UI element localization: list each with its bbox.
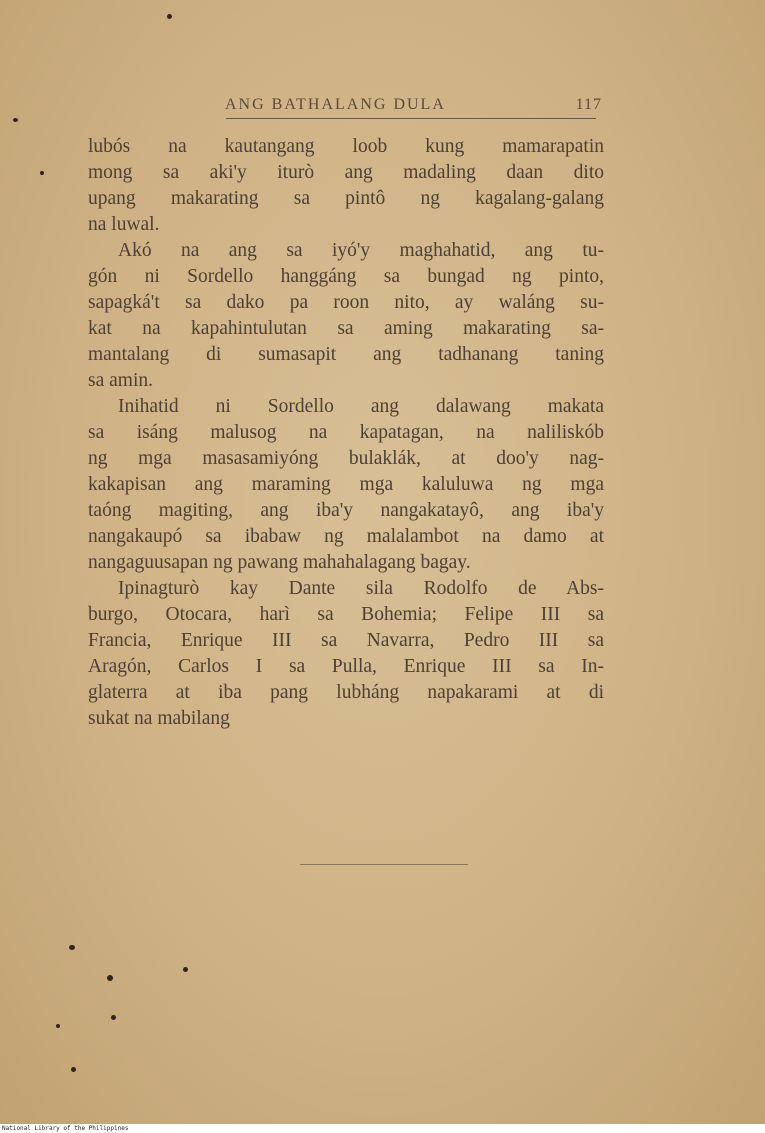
text-line: Akó na ang sa iyó'y maghahatid, ang tu- <box>118 240 604 261</box>
text-line: Aragón, Carlos I sa Pulla, Enrique III sa In- <box>88 656 604 677</box>
text-line: glaterra at iba pang lubháng napakarami at di <box>88 682 604 703</box>
ink-speck <box>13 118 18 122</box>
ink-speck <box>111 1015 116 1020</box>
library-credit: National Library of the Philippines <box>2 1125 129 1132</box>
closing-rule <box>300 864 468 865</box>
text-line: kat na kapahintulutan sa aming makarating sa- <box>88 318 604 339</box>
header-rule <box>226 118 596 119</box>
text-line: mantalang di sumasapit ang tadhanang taning <box>88 344 604 365</box>
text-line: sukat na mabilang <box>88 708 230 729</box>
text-line: taóng magiting, ang iba'y nangakatayô, ang iba'y <box>88 500 604 521</box>
text-line: mong sa aki'y iturò ang madaling daan dito <box>88 162 604 183</box>
body-text <box>88 134 604 732</box>
text-line: Francia, Enrique III sa Navarra, Pedro III sa <box>88 630 604 651</box>
ink-speck <box>183 967 188 972</box>
text-line: na luwal. <box>88 214 160 235</box>
footer-band <box>0 1124 765 1133</box>
text-line: upang makarating sa pintô ng kagalang-galang <box>88 188 604 209</box>
page-number: 117 <box>575 96 602 113</box>
page-header <box>88 94 602 122</box>
text-line: Ipinagturò kay Dante sila Rodolfo de Abs- <box>118 578 604 599</box>
text-line: nangakaupó sa ibabaw ng malalambot na damo at <box>88 526 604 547</box>
text-line: gón ni Sordello hanggáng sa bungad ng pinto, <box>88 266 604 287</box>
ink-speck <box>71 1067 76 1072</box>
text-line: sa amin. <box>88 370 153 391</box>
running-title: ANG BATHALANG DULA <box>225 96 446 113</box>
text-line: kakapisan ang maraming mga kaluluwa ng mga <box>88 474 604 495</box>
ink-speck <box>107 975 113 981</box>
text-line: sapagká't sa dako pa roon nito, ay waláng su- <box>88 292 604 313</box>
text-line: lubós na kautangang loob kung mamarapatin <box>88 136 604 157</box>
text-line: Inihatid ni Sordello ang dalawang makata <box>118 396 604 417</box>
ink-speck <box>40 171 44 175</box>
text-line: burgo, Otocara, harì sa Bohemia; Felipe III sa <box>88 604 604 625</box>
ink-speck <box>56 1024 60 1028</box>
text-line: nangaguusapan ng pawang mahahalagang bagay. <box>88 552 471 573</box>
text-line: ng mga masasamiyóng bulaklák, at doo'y nag- <box>88 448 604 469</box>
text-line: sa isáng malusog na kapatagan, na naliliskób <box>88 422 604 443</box>
ink-speck <box>69 945 75 950</box>
ink-speck <box>167 14 172 19</box>
